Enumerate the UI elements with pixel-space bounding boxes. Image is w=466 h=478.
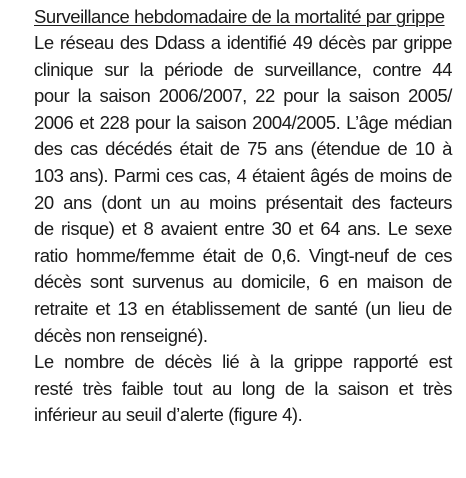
text-line: décès sont survenus au domicile, 6 en maison de — [34, 271, 452, 293]
text-line: décès non renseigné). — [34, 324, 208, 346]
section-heading: Surveillance hebdomadaire de la mortalité par grippe — [34, 6, 445, 27]
text-line: 20 ans (dont un au moins présentait des facteurs — [34, 191, 452, 213]
text-line: Le nombre de décès lié à la grippe rapporté est — [34, 351, 452, 373]
text-line: retraite et 13 en établissement de santé (un lieu de — [34, 297, 452, 319]
text-line: ratio homme/femme était de 0,6. Vingt-neuf de ces — [34, 244, 452, 266]
paragraph-mortality-stats — [34, 30, 452, 349]
text-line: des cas décédés était de 75 ans (étendue de 10 à — [34, 138, 452, 160]
paragraph-alert-threshold — [34, 349, 452, 429]
text-line: 2006 et 228 pour la saison 2004/2005. L’âge médian — [34, 111, 452, 133]
text-line: de risque) et 8 avaient entre 30 et 64 ans. Le sexe — [34, 218, 452, 240]
text-line: clinique sur la période de surveillance, contre 44 — [34, 58, 452, 80]
text-line: pour la saison 2006/2007, 22 pour la saison 2005/ — [34, 85, 452, 107]
text-line: resté très faible tout au long de la saison et très — [34, 377, 452, 399]
text-line: inférieur au seuil d’alerte (figure 4). — [34, 404, 303, 426]
text-line: Le réseau des Ddass a identifié 49 décès par grippe — [34, 32, 452, 53]
text-line: 103 ans). Parmi ces cas, 4 étaient âgés de moins de — [34, 164, 452, 186]
